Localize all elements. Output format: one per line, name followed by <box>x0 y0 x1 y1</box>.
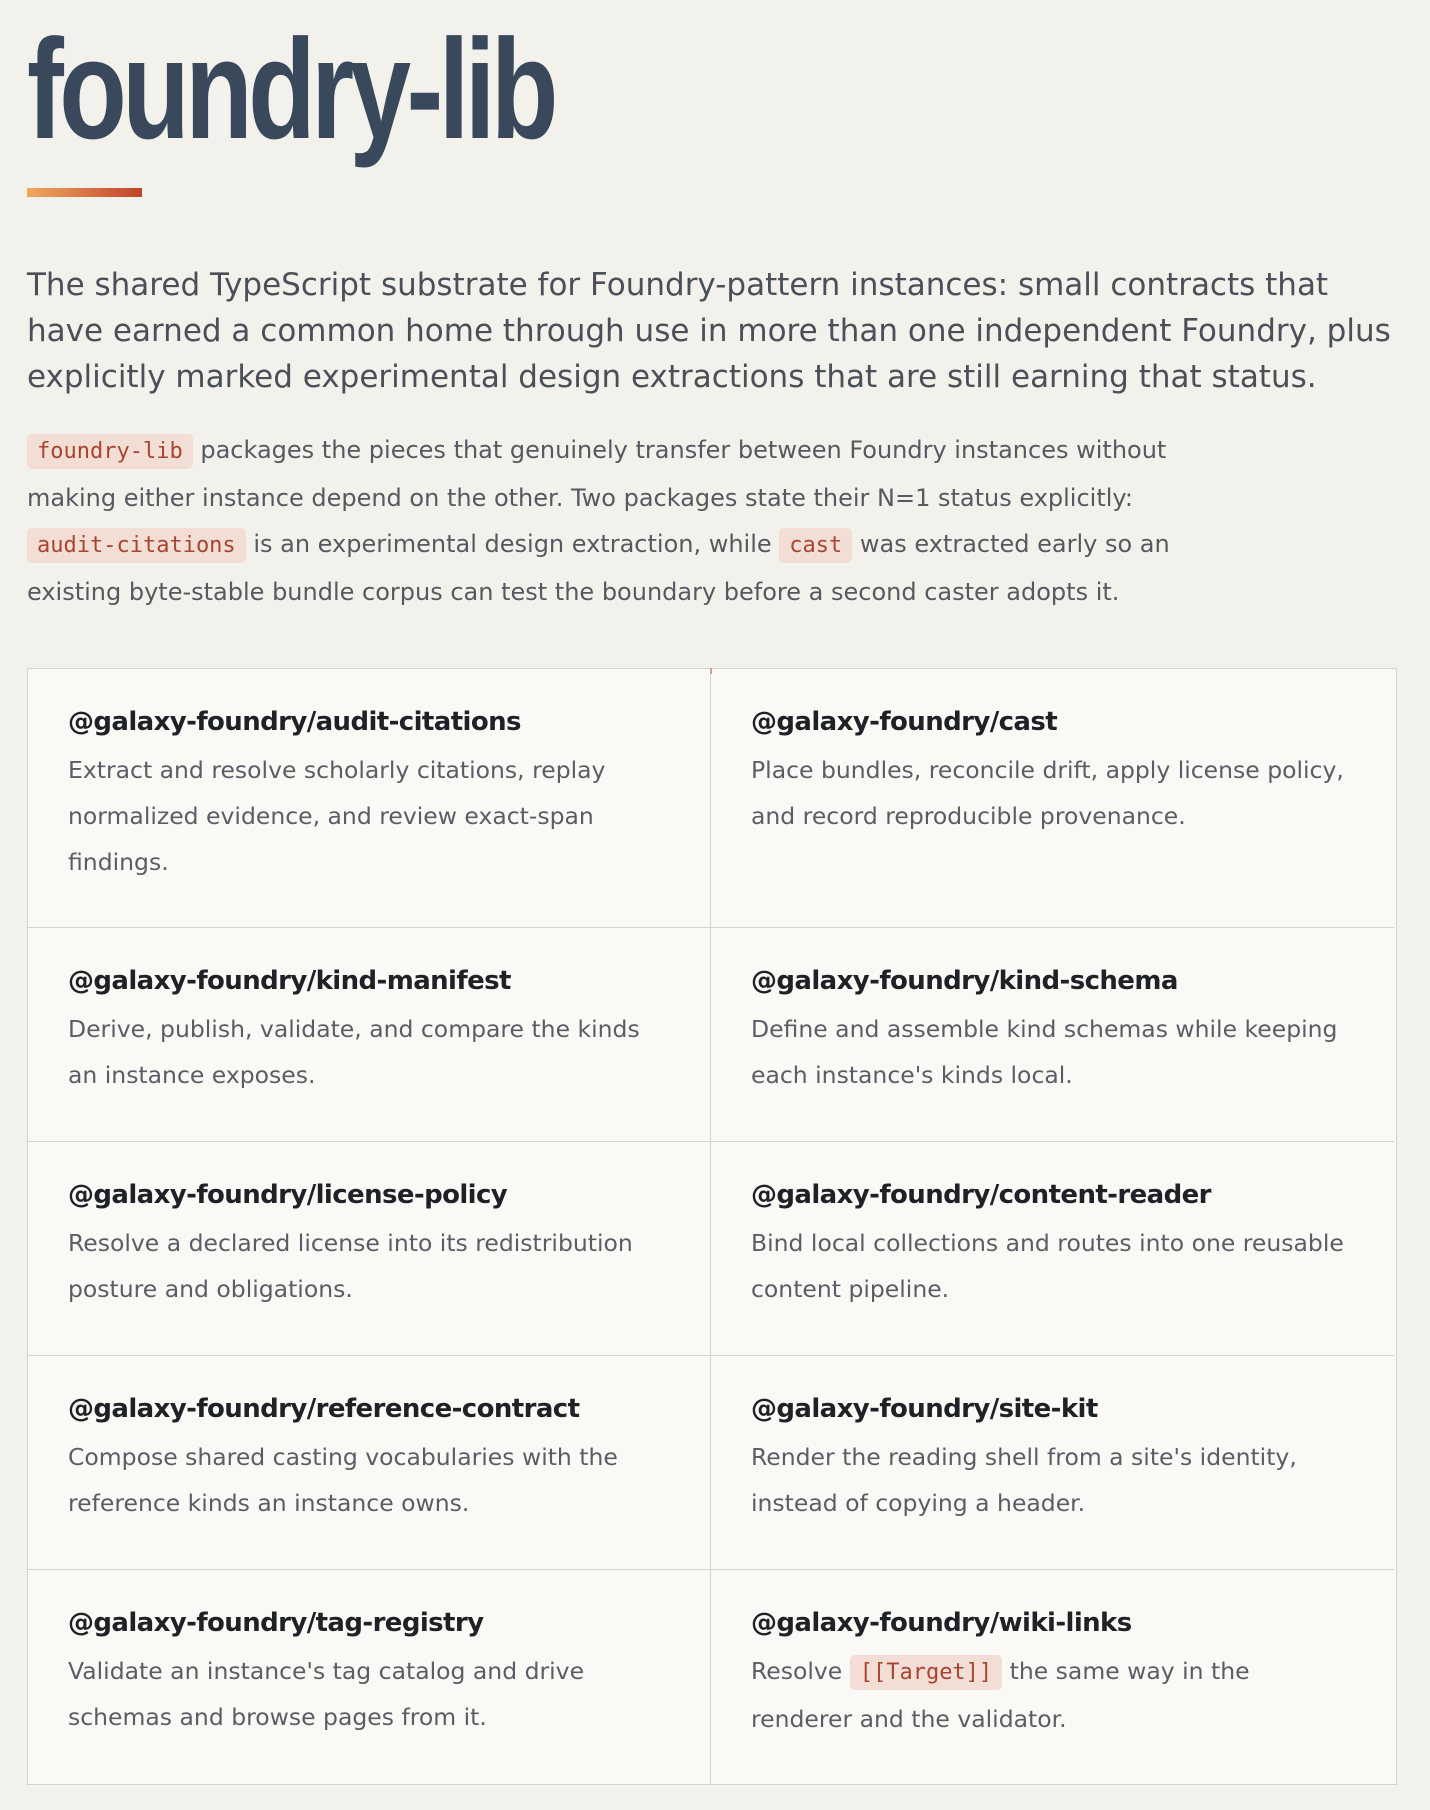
package-name: @galaxy-foundry/audit-citations <box>68 707 521 737</box>
package-description <box>751 1648 1354 1742</box>
code-chip-audit-citations: audit-citations <box>27 528 246 563</box>
package-description: Resolve a declared license into its redistribution posture and obligations. <box>68 1229 633 1303</box>
code-chip-target: [[Target]] <box>850 1655 1002 1690</box>
package-name: @galaxy-foundry/reference-contract <box>68 1394 580 1424</box>
package-card-kind-manifest <box>28 928 711 1142</box>
package-description: Place bundles, reconcile drift, apply license policy, and record reproducible provenance. <box>751 756 1344 830</box>
package-name: @galaxy-foundry/tag-registry <box>68 1608 484 1638</box>
package-card-license-policy <box>28 1142 711 1356</box>
desc-text-after: the same way in the renderer and the validator. <box>751 1657 1250 1733</box>
package-description: Bind local collections and routes into one reusable content pipeline. <box>751 1229 1344 1303</box>
package-name: @galaxy-foundry/kind-manifest <box>68 966 511 996</box>
package-grid <box>27 668 1397 1785</box>
package-name: @galaxy-foundry/site-kit <box>751 1394 1098 1424</box>
package-card-site-kit <box>711 1356 1394 1570</box>
page-title: foundry-lib <box>27 10 554 169</box>
package-card-audit-citations <box>28 669 711 928</box>
title-accent-bar <box>27 188 142 197</box>
package-description: Extract and resolve scholarly citations, replay normalized evidence, and review exact-span findings. <box>68 756 606 876</box>
package-name: @galaxy-foundry/content-reader <box>751 1180 1211 1210</box>
intro-text-2: is an experimental design extraction, while <box>245 530 780 558</box>
package-description: Compose shared casting vocabularies with the reference kinds an instance owns. <box>68 1443 618 1517</box>
intro-paragraph <box>27 427 1227 615</box>
package-name: @galaxy-foundry/wiki-links <box>751 1608 1132 1638</box>
desc-text-before: Resolve <box>751 1657 850 1685</box>
package-card-reference-contract <box>28 1356 711 1570</box>
lede-paragraph: The shared TypeScript substrate for Foundry-pattern instances: small contracts that have earned a common home through use in more than one independent Foundry, plus explicitly marked experimental design extractions that are still earning that status. <box>27 267 1391 395</box>
package-name: @galaxy-foundry/license-policy <box>68 1180 508 1210</box>
package-card-cast <box>711 669 1394 928</box>
code-chip-cast: cast <box>779 528 852 563</box>
package-description: Define and assemble kind schemas while keeping each instance's kinds local. <box>751 1015 1338 1089</box>
grid-divider-mark <box>710 668 712 674</box>
code-chip-foundry-lib: foundry-lib <box>27 434 193 469</box>
package-card-content-reader <box>711 1142 1394 1356</box>
package-description: Validate an instance's tag catalog and drive schemas and browse pages from it. <box>68 1657 585 1731</box>
intro-text-1: packages the pieces that genuinely transfer between Foundry instances without making either instance depend on the other. Two packages state their N=1 status explicitly: <box>27 436 1167 512</box>
package-description: Derive, publish, validate, and compare the kinds an instance exposes. <box>68 1015 640 1089</box>
package-description: Render the reading shell from a site's identity, instead of copying a header. <box>751 1443 1297 1517</box>
package-card-tag-registry <box>28 1570 711 1784</box>
package-name: @galaxy-foundry/kind-schema <box>751 966 1178 996</box>
package-card-wiki-links <box>711 1570 1394 1784</box>
package-card-kind-schema <box>711 928 1394 1142</box>
package-name: @galaxy-foundry/cast <box>751 707 1058 737</box>
intro-text-3: was extracted early so an existing byte-stable bundle corpus can test the boundary before a second caster adopts it. <box>27 530 1170 606</box>
